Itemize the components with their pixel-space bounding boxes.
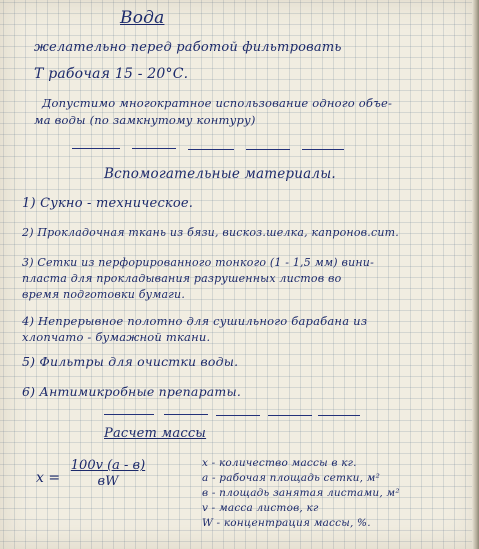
legend-line: W - концентрация массы, %. xyxy=(202,517,371,529)
list-item-line: 1) Сукно - техническое. xyxy=(22,196,194,211)
list-item-line: 5) Фильтры для очистки воды. xyxy=(22,354,239,369)
divider-segment xyxy=(132,148,176,149)
note-filter-water: желательно перед работой фильтровать xyxy=(34,40,342,55)
calc-heading: Расчет массы xyxy=(104,426,207,441)
list-item-line: хлопчато - бумажной ткани. xyxy=(22,330,211,344)
list-item-line: 6) Антимикробные препараты. xyxy=(22,384,242,399)
divider-segment xyxy=(72,148,120,149)
formula-denominator: вW xyxy=(97,474,119,489)
formula-lhs: x = xyxy=(36,470,61,486)
legend-line: а - рабочая площадь сетки, м² xyxy=(202,472,380,484)
legend-line: x - количество массы в кг. xyxy=(202,457,357,469)
divider-segment xyxy=(318,415,360,416)
divider-segment xyxy=(216,415,260,416)
divider-segment xyxy=(188,149,234,150)
divider-segment xyxy=(268,415,312,416)
note-working-temperature: Т рабочая 15 - 20°С. xyxy=(34,66,189,82)
page-title: Вода xyxy=(120,8,165,28)
page-edge xyxy=(472,0,479,549)
legend-line: v - масса листов, кг xyxy=(202,502,319,514)
list-item-line: 2) Прокладочная ткань из бязи, вискоз.шелка, капронов.сит. xyxy=(22,226,399,239)
note-reuse-line-1: Допустимо многократное использование одного объе- xyxy=(42,96,393,110)
note-reuse-line-2: ма воды (по замкнутому контуру) xyxy=(34,113,256,127)
legend-line: в - площадь занятая листами, м² xyxy=(202,487,400,499)
materials-heading: Вспомогательные материалы. xyxy=(104,166,336,182)
list-item-line: 4) Непрерывное полотно для сушильного барабана из xyxy=(22,314,368,328)
list-item-line: 3) Сетки из перфорированного тонкого (1 - 1,5 мм) вини- xyxy=(22,256,375,269)
list-item-line: время подготовки бумаги. xyxy=(22,288,186,301)
divider-segment xyxy=(104,414,154,415)
formula-fraction xyxy=(64,458,152,489)
divider-segment xyxy=(302,149,344,150)
divider-segment xyxy=(164,414,208,415)
list-item-line: пласта для прокладывания разрушенных листов во xyxy=(22,272,342,285)
divider-segment xyxy=(246,149,290,150)
formula-numerator: 100v (a - в) xyxy=(70,458,146,473)
